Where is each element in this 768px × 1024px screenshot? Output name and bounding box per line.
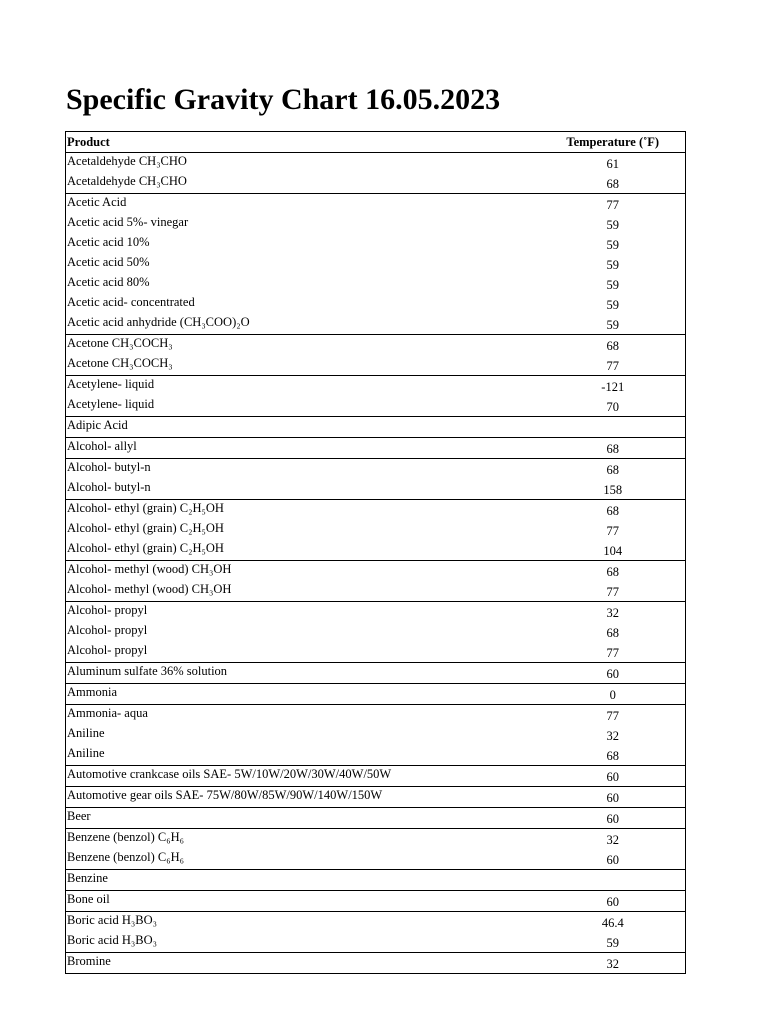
temperature-cell: 77 <box>511 581 686 602</box>
temperature-cell: 68 <box>511 745 686 766</box>
temperature-cell: 32 <box>511 953 686 974</box>
temperature-cell: 77 <box>511 520 686 540</box>
temperature-cell: 68 <box>511 459 686 480</box>
product-cell: Automotive crankcase oils SAE- 5W/10W/20W/30W/40W/50W <box>66 766 511 787</box>
temperature-cell: 0 <box>511 684 686 705</box>
temperature-cell <box>511 417 686 438</box>
table-row <box>66 438 686 459</box>
product-cell: Acetaldehyde CH₃CHO <box>66 153 511 174</box>
product-cell: Acetylene- liquid <box>66 396 511 417</box>
table-row <box>66 642 686 663</box>
product-cell: Benzene (benzol) C₆H₆ <box>66 849 511 870</box>
product-cell: Acetic acid 80% <box>66 274 511 294</box>
temperature-cell <box>511 870 686 891</box>
table-row <box>66 912 686 933</box>
product-cell: Ammonia- aqua <box>66 705 511 726</box>
temperature-cell: 60 <box>511 849 686 870</box>
table-row <box>66 581 686 602</box>
product-cell: Alcohol- methyl (wood) CH₃OH <box>66 561 511 582</box>
product-cell: Aluminum sulfate 36% solution <box>66 663 511 684</box>
product-cell: Aniline <box>66 725 511 745</box>
temperature-cell: 59 <box>511 234 686 254</box>
table-row <box>66 153 686 174</box>
table-row <box>66 787 686 808</box>
temperature-cell: 60 <box>511 663 686 684</box>
product-cell: Benzene (benzol) C₆H₆ <box>66 829 511 850</box>
temperature-cell: 68 <box>511 173 686 194</box>
temperature-cell: 68 <box>511 500 686 521</box>
product-cell: Alcohol- ethyl (grain) C₂H₅OH <box>66 540 511 561</box>
table-row <box>66 622 686 642</box>
product-cell: Alcohol- methyl (wood) CH₃OH <box>66 581 511 602</box>
product-cell: Alcohol- allyl <box>66 438 511 459</box>
product-cell: Alcohol- butyl-n <box>66 459 511 480</box>
product-cell: Acetone CH₃COCH₃ <box>66 355 511 376</box>
temperature-cell: 60 <box>511 787 686 808</box>
table-row <box>66 234 686 254</box>
temperature-cell: 32 <box>511 602 686 623</box>
product-cell: Acetic acid 50% <box>66 254 511 274</box>
product-cell: Automotive gear oils SAE- 75W/80W/85W/90W/140W/150W <box>66 787 511 808</box>
temperature-cell: 77 <box>511 355 686 376</box>
temperature-cell: 60 <box>511 766 686 787</box>
product-cell: Acetaldehyde CH₃CHO <box>66 173 511 194</box>
temperature-cell: 70 <box>511 396 686 417</box>
page-title: Specific Gravity Chart 16.05.2023 <box>66 83 501 116</box>
table-row <box>66 561 686 582</box>
table-row <box>66 725 686 745</box>
table-row <box>66 376 686 397</box>
product-cell: Acetic acid 5%- vinegar <box>66 214 511 234</box>
table-row <box>66 173 686 194</box>
product-cell: Alcohol- propyl <box>66 622 511 642</box>
product-cell: Acetic acid anhydride (CH₃COO)₂O <box>66 314 511 335</box>
product-cell: Beer <box>66 808 511 829</box>
product-cell: Alcohol- butyl-n <box>66 479 511 500</box>
table-row <box>66 335 686 356</box>
table-row <box>66 705 686 726</box>
temperature-cell: 32 <box>511 725 686 745</box>
table-row <box>66 829 686 850</box>
product-cell: Acetic Acid <box>66 194 511 215</box>
table-row <box>66 355 686 376</box>
temperature-cell: 59 <box>511 294 686 314</box>
table-header-row <box>66 132 686 153</box>
table-row <box>66 953 686 974</box>
specific-gravity-table <box>65 131 686 974</box>
table-row <box>66 745 686 766</box>
product-cell: Boric acid H₃BO₃ <box>66 912 511 933</box>
temperature-cell: 77 <box>511 194 686 215</box>
product-cell: Ammonia <box>66 684 511 705</box>
temperature-cell: 77 <box>511 705 686 726</box>
temperature-cell: 60 <box>511 891 686 912</box>
product-cell: Aniline <box>66 745 511 766</box>
table-row <box>66 808 686 829</box>
table-row <box>66 766 686 787</box>
temperature-cell: 59 <box>511 274 686 294</box>
table-row <box>66 602 686 623</box>
product-cell: Benzine <box>66 870 511 891</box>
temperature-cell: 158 <box>511 479 686 500</box>
table-row <box>66 214 686 234</box>
temperature-cell: 59 <box>511 254 686 274</box>
column-header-product: Product <box>66 132 511 153</box>
table-row <box>66 500 686 521</box>
temperature-cell: 104 <box>511 540 686 561</box>
temperature-cell: 59 <box>511 314 686 335</box>
table-row <box>66 891 686 912</box>
temperature-cell: 32 <box>511 829 686 850</box>
product-cell: Acetylene- liquid <box>66 376 511 397</box>
product-cell: Boric acid H₃BO₃ <box>66 932 511 953</box>
table-row <box>66 520 686 540</box>
temperature-cell: 59 <box>511 214 686 234</box>
temperature-cell: 68 <box>511 622 686 642</box>
temperature-cell: 68 <box>511 438 686 459</box>
temperature-cell: 68 <box>511 335 686 356</box>
product-cell: Acetic acid 10% <box>66 234 511 254</box>
temperature-cell: 59 <box>511 932 686 953</box>
product-cell: Bromine <box>66 953 511 974</box>
temperature-cell: -121 <box>511 376 686 397</box>
product-cell: Acetone CH₃COCH₃ <box>66 335 511 356</box>
table-row <box>66 849 686 870</box>
table-row <box>66 870 686 891</box>
table-row <box>66 417 686 438</box>
product-cell: Alcohol- ethyl (grain) C₂H₅OH <box>66 520 511 540</box>
table-body <box>66 153 686 974</box>
table-row <box>66 459 686 480</box>
temperature-cell: 60 <box>511 808 686 829</box>
temperature-cell: 77 <box>511 642 686 663</box>
table-row <box>66 396 686 417</box>
temperature-cell: 46.4 <box>511 912 686 933</box>
product-cell: Alcohol- propyl <box>66 602 511 623</box>
specific-gravity-table-container <box>65 131 685 974</box>
product-cell: Adipic Acid <box>66 417 511 438</box>
temperature-cell: 68 <box>511 561 686 582</box>
table-row <box>66 254 686 274</box>
table-row <box>66 663 686 684</box>
table-row <box>66 194 686 215</box>
table-row <box>66 540 686 561</box>
table-row <box>66 479 686 500</box>
product-cell: Acetic acid- concentrated <box>66 294 511 314</box>
table-row <box>66 932 686 953</box>
column-header-temperature: Temperature (˚F) <box>511 132 686 153</box>
table-row <box>66 684 686 705</box>
table-row <box>66 314 686 335</box>
product-cell: Alcohol- propyl <box>66 642 511 663</box>
temperature-cell: 61 <box>511 153 686 174</box>
table-row <box>66 294 686 314</box>
table-row <box>66 274 686 294</box>
product-cell: Alcohol- ethyl (grain) C₂H₅OH <box>66 500 511 521</box>
product-cell: Bone oil <box>66 891 511 912</box>
